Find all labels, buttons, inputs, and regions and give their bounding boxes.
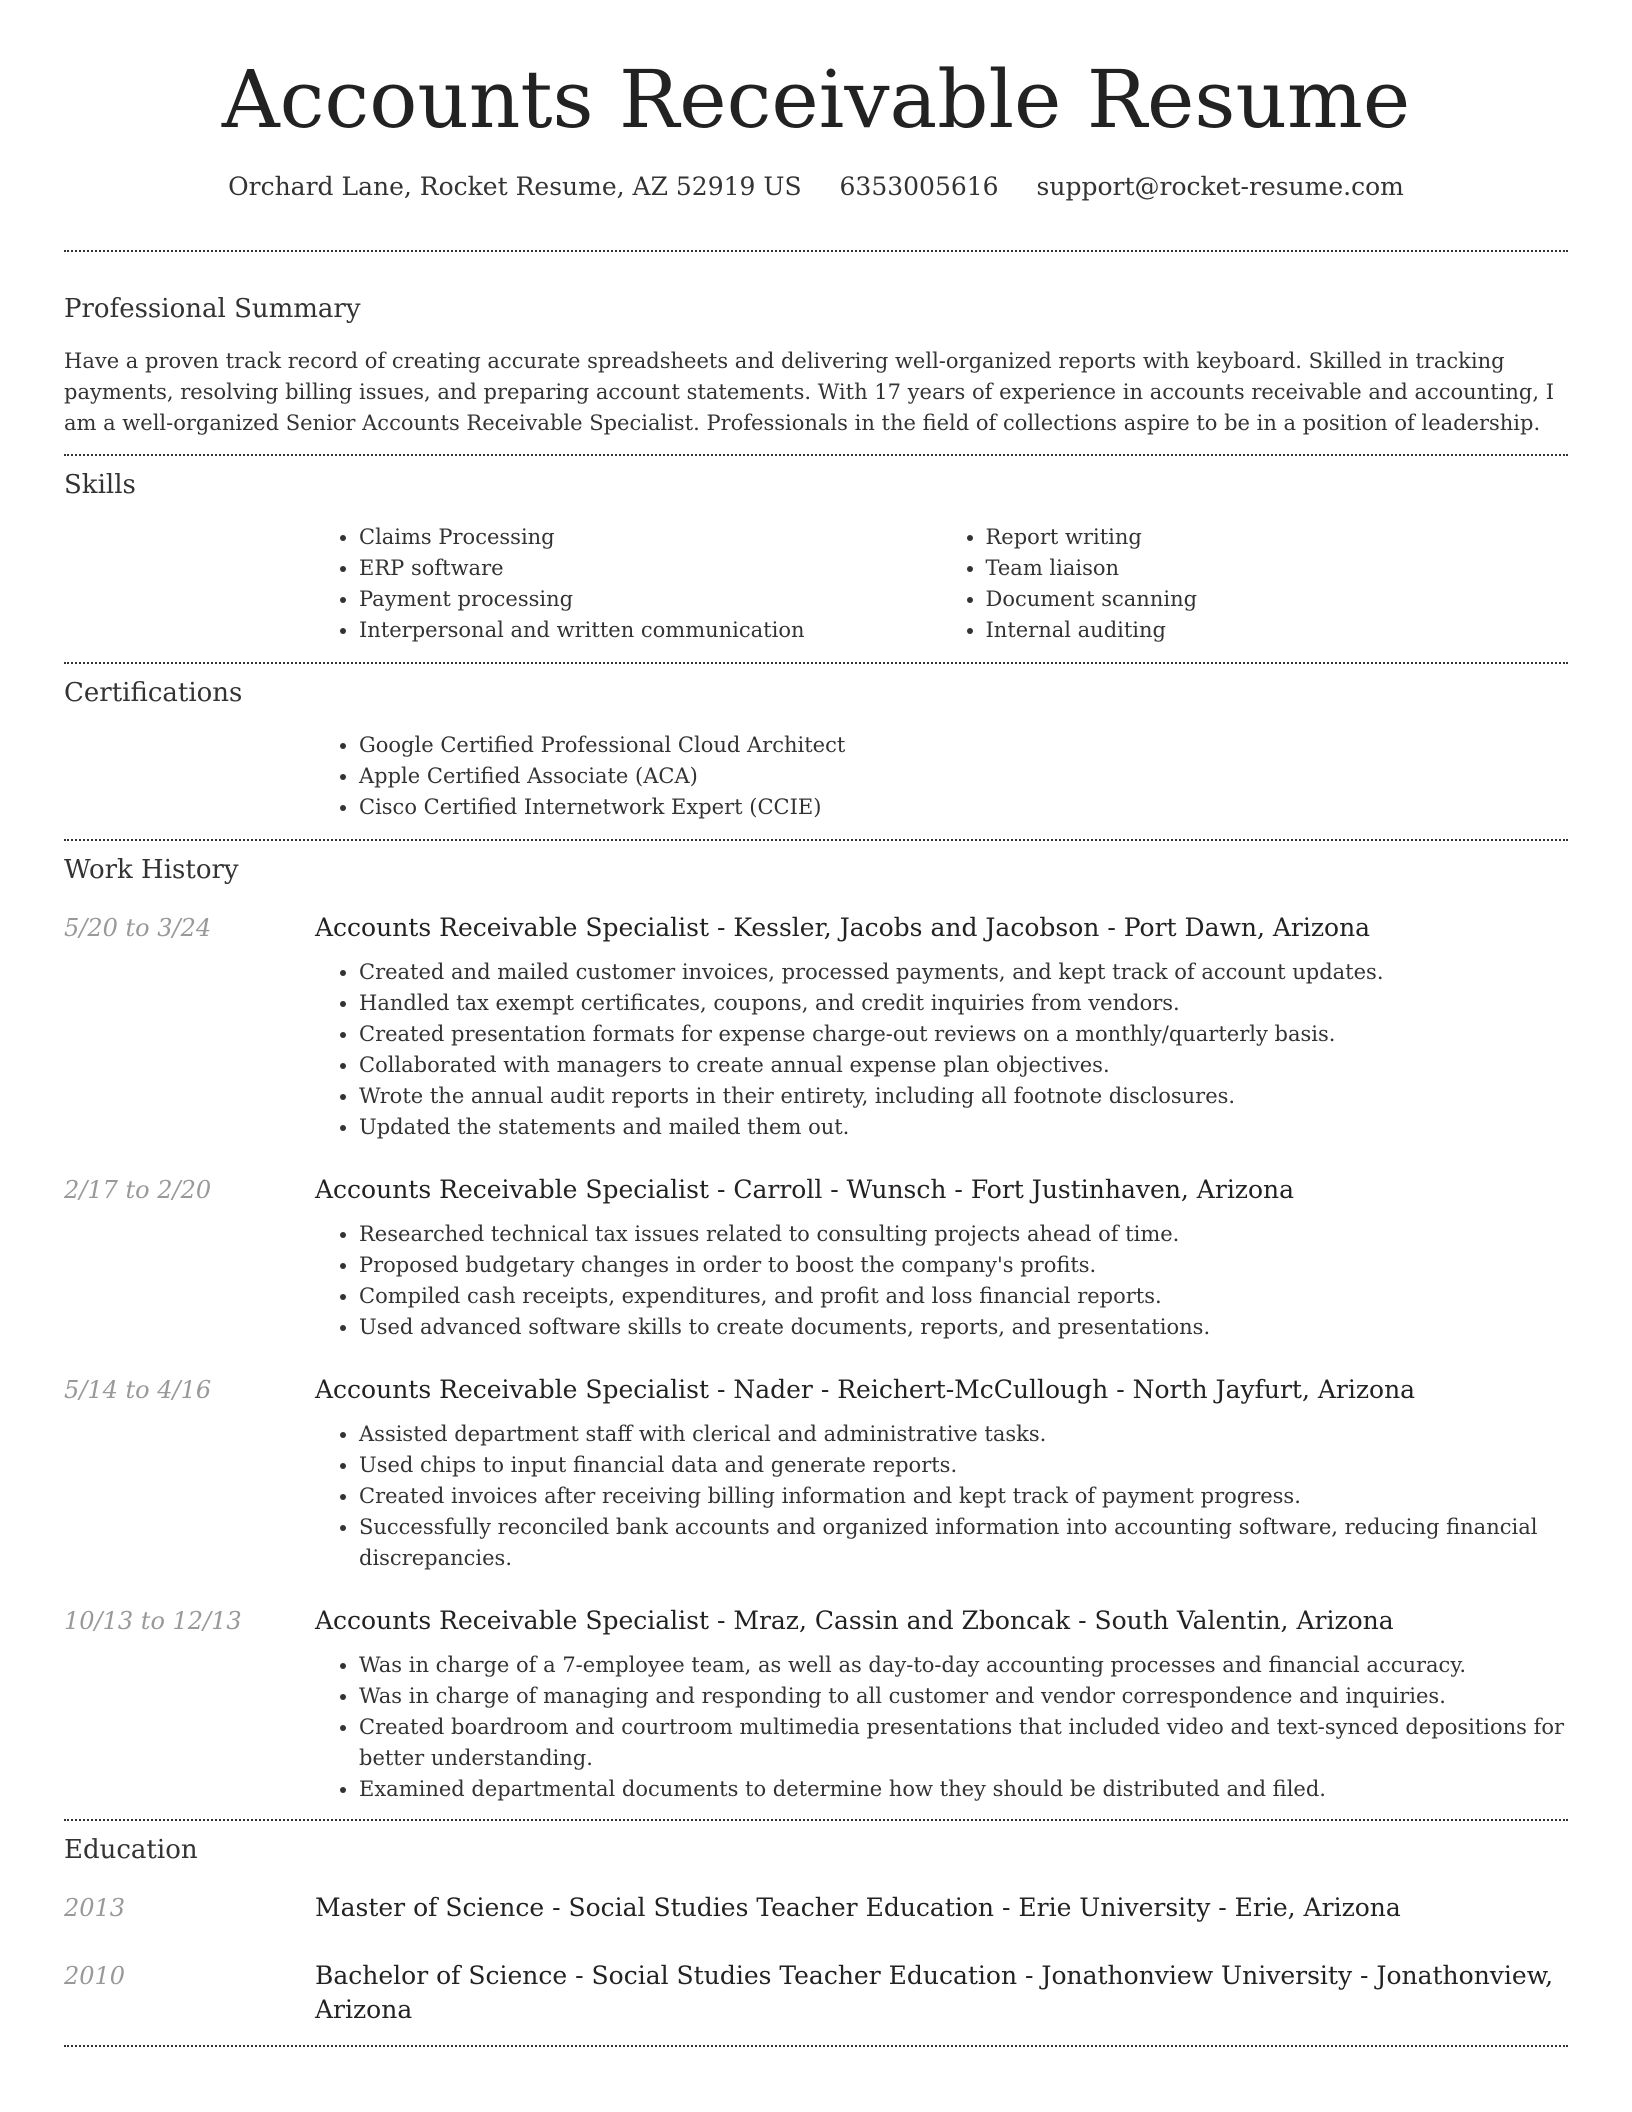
section-title: Education (64, 1835, 198, 1865)
job-bullet: • Examined departmental documents to determine how they should be distributed and filed. (359, 1774, 1568, 1805)
skills-section (64, 468, 1568, 646)
job-bullet: • Proposed budgetary changes in order to boost the company's profits. (359, 1250, 1568, 1281)
education-section (64, 1833, 1568, 2027)
summary-section (64, 292, 1568, 439)
job-bullet: • Wrote the annual audit reports in their entirety, including all footnote disclosures. (359, 1081, 1568, 1112)
job-bullet: • Created presentation formats for expense charge-out reviews on a monthly/quarterly basis. (359, 1019, 1568, 1050)
section-title: Skills (64, 470, 136, 500)
skill-item: • Report writing (986, 522, 1569, 553)
job-title: Accounts Receivable Specialist - Mraz, Cassin and Zboncak - South Valentin, Arizona (315, 1606, 1394, 1635)
education-year: 2013 (64, 1894, 126, 1922)
certification-item: • Google Certified Professional Cloud Architect (359, 730, 1568, 761)
job-bullet: • Was in charge of managing and responding to all customer and vendor correspondence and inquiries. (359, 1681, 1568, 1712)
divider (64, 250, 1568, 252)
job-entry (64, 1373, 1568, 1574)
certification-item: • Cisco Certified Internetwork Expert (CCIE) (359, 792, 1568, 823)
job-bullet: • Assisted department staff with clerical and administrative tasks. (359, 1419, 1568, 1450)
certifications-list (315, 730, 1568, 823)
job-bullets (315, 1650, 1568, 1805)
education-entry (64, 1891, 1568, 1925)
job-bullet: • Updated the statements and mailed them out. (359, 1112, 1568, 1143)
job-bullets (315, 957, 1568, 1143)
skills-column-right (942, 522, 1569, 646)
skill-item: • Payment processing (359, 584, 942, 615)
job-bullet: • Researched technical tax issues related to consulting projects ahead of time. (359, 1219, 1568, 1250)
section-title: Professional Summary (64, 294, 361, 324)
divider (64, 1819, 1568, 1821)
job-dates: 2/17 to 2/20 (64, 1176, 212, 1204)
job-bullet: • Used chips to input financial data and generate reports. (359, 1450, 1568, 1481)
job-title: Accounts Receivable Specialist - Nader - Reichert-McCullough - North Jayfurt, Arizona (315, 1375, 1416, 1404)
skill-item: • Internal auditing (986, 615, 1569, 646)
job-dates: 5/20 to 3/24 (64, 914, 212, 942)
skill-item: • ERP software (359, 553, 942, 584)
job-bullet: • Collaborated with managers to create annual expense plan objectives. (359, 1050, 1568, 1081)
job-bullet: • Created invoices after receiving billing information and kept track of payment progress. (359, 1481, 1568, 1512)
contact-address: Orchard Lane, Rocket Resume, AZ 52919 US (228, 172, 802, 201)
summary-text: Have a proven track record of creating accurate spreadsheets and delivering well-organized reports with keyboard. Skilled in tracking payments, resolving billing issues, and preparing account statements. With 17 years of experience in accounts receivable and accounting, I am a well-organized Senior Accounts Receivable Specialist. Professionals in the field of collections aspire to be in a position of leadership. (64, 349, 1555, 435)
work-history-section (64, 853, 1568, 1805)
job-title: Accounts Receivable Specialist - Carroll - Wunsch - Fort Justinhaven, Arizona (315, 1175, 1295, 1204)
certification-item: • Apple Certified Associate (ACA) (359, 761, 1568, 792)
job-entry (64, 911, 1568, 1143)
resume-title: Accounts Receivable Resume (221, 53, 1411, 146)
job-entry (64, 1173, 1568, 1343)
job-bullet: • Used advanced software skills to create documents, reports, and presentations. (359, 1312, 1568, 1343)
skill-item: • Team liaison (986, 553, 1569, 584)
job-bullet: • Created and mailed customer invoices, processed payments, and kept track of account updates. (359, 957, 1568, 988)
education-degree: Bachelor of Science - Social Studies Teacher Education - Jonathonview University - Jonathonview, Arizona (315, 1961, 1554, 2024)
job-dates: 10/13 to 12/13 (64, 1607, 242, 1635)
divider (64, 454, 1568, 456)
divider (64, 2045, 1568, 2047)
job-bullets (315, 1219, 1568, 1343)
job-bullet: • Created boardroom and courtroom multimedia presentations that included video and text-synced depositions for better understanding. (359, 1712, 1568, 1774)
job-dates: 5/14 to 4/16 (64, 1376, 212, 1404)
education-degree: Master of Science - Social Studies Teacher Education - Erie University - Erie, Arizona (315, 1893, 1401, 1922)
divider (64, 839, 1568, 841)
skill-item: • Interpersonal and written communication (359, 615, 942, 646)
job-bullet: • Successfully reconciled bank accounts and organized information into accounting software, reducing financial discrepancies. (359, 1512, 1568, 1574)
job-bullet: • Was in charge of a 7-employee team, as well as day-to-day accounting processes and financial accuracy. (359, 1650, 1568, 1681)
education-entry (64, 1959, 1568, 2027)
skill-item: • Claims Processing (359, 522, 942, 553)
contact-line (64, 170, 1568, 204)
contact-email: support@rocket-resume.com (1036, 172, 1404, 201)
certifications-section (64, 676, 1568, 823)
education-year: 2010 (64, 1962, 126, 1990)
contact-phone: 6353005616 (839, 172, 999, 201)
job-entry (64, 1604, 1568, 1805)
section-title: Certifications (64, 678, 243, 708)
skills-list (315, 522, 1568, 646)
section-title: Work History (64, 855, 239, 885)
divider (64, 662, 1568, 664)
skill-item: • Document scanning (986, 584, 1569, 615)
job-bullet: • Compiled cash receipts, expenditures, and profit and loss financial reports. (359, 1281, 1568, 1312)
job-bullet: • Handled tax exempt certificates, coupons, and credit inquiries from vendors. (359, 988, 1568, 1019)
skills-column-left (315, 522, 942, 646)
job-title: Accounts Receivable Specialist - Kessler, Jacobs and Jacobson - Port Dawn, Arizona (315, 913, 1371, 942)
job-bullets (315, 1419, 1568, 1574)
